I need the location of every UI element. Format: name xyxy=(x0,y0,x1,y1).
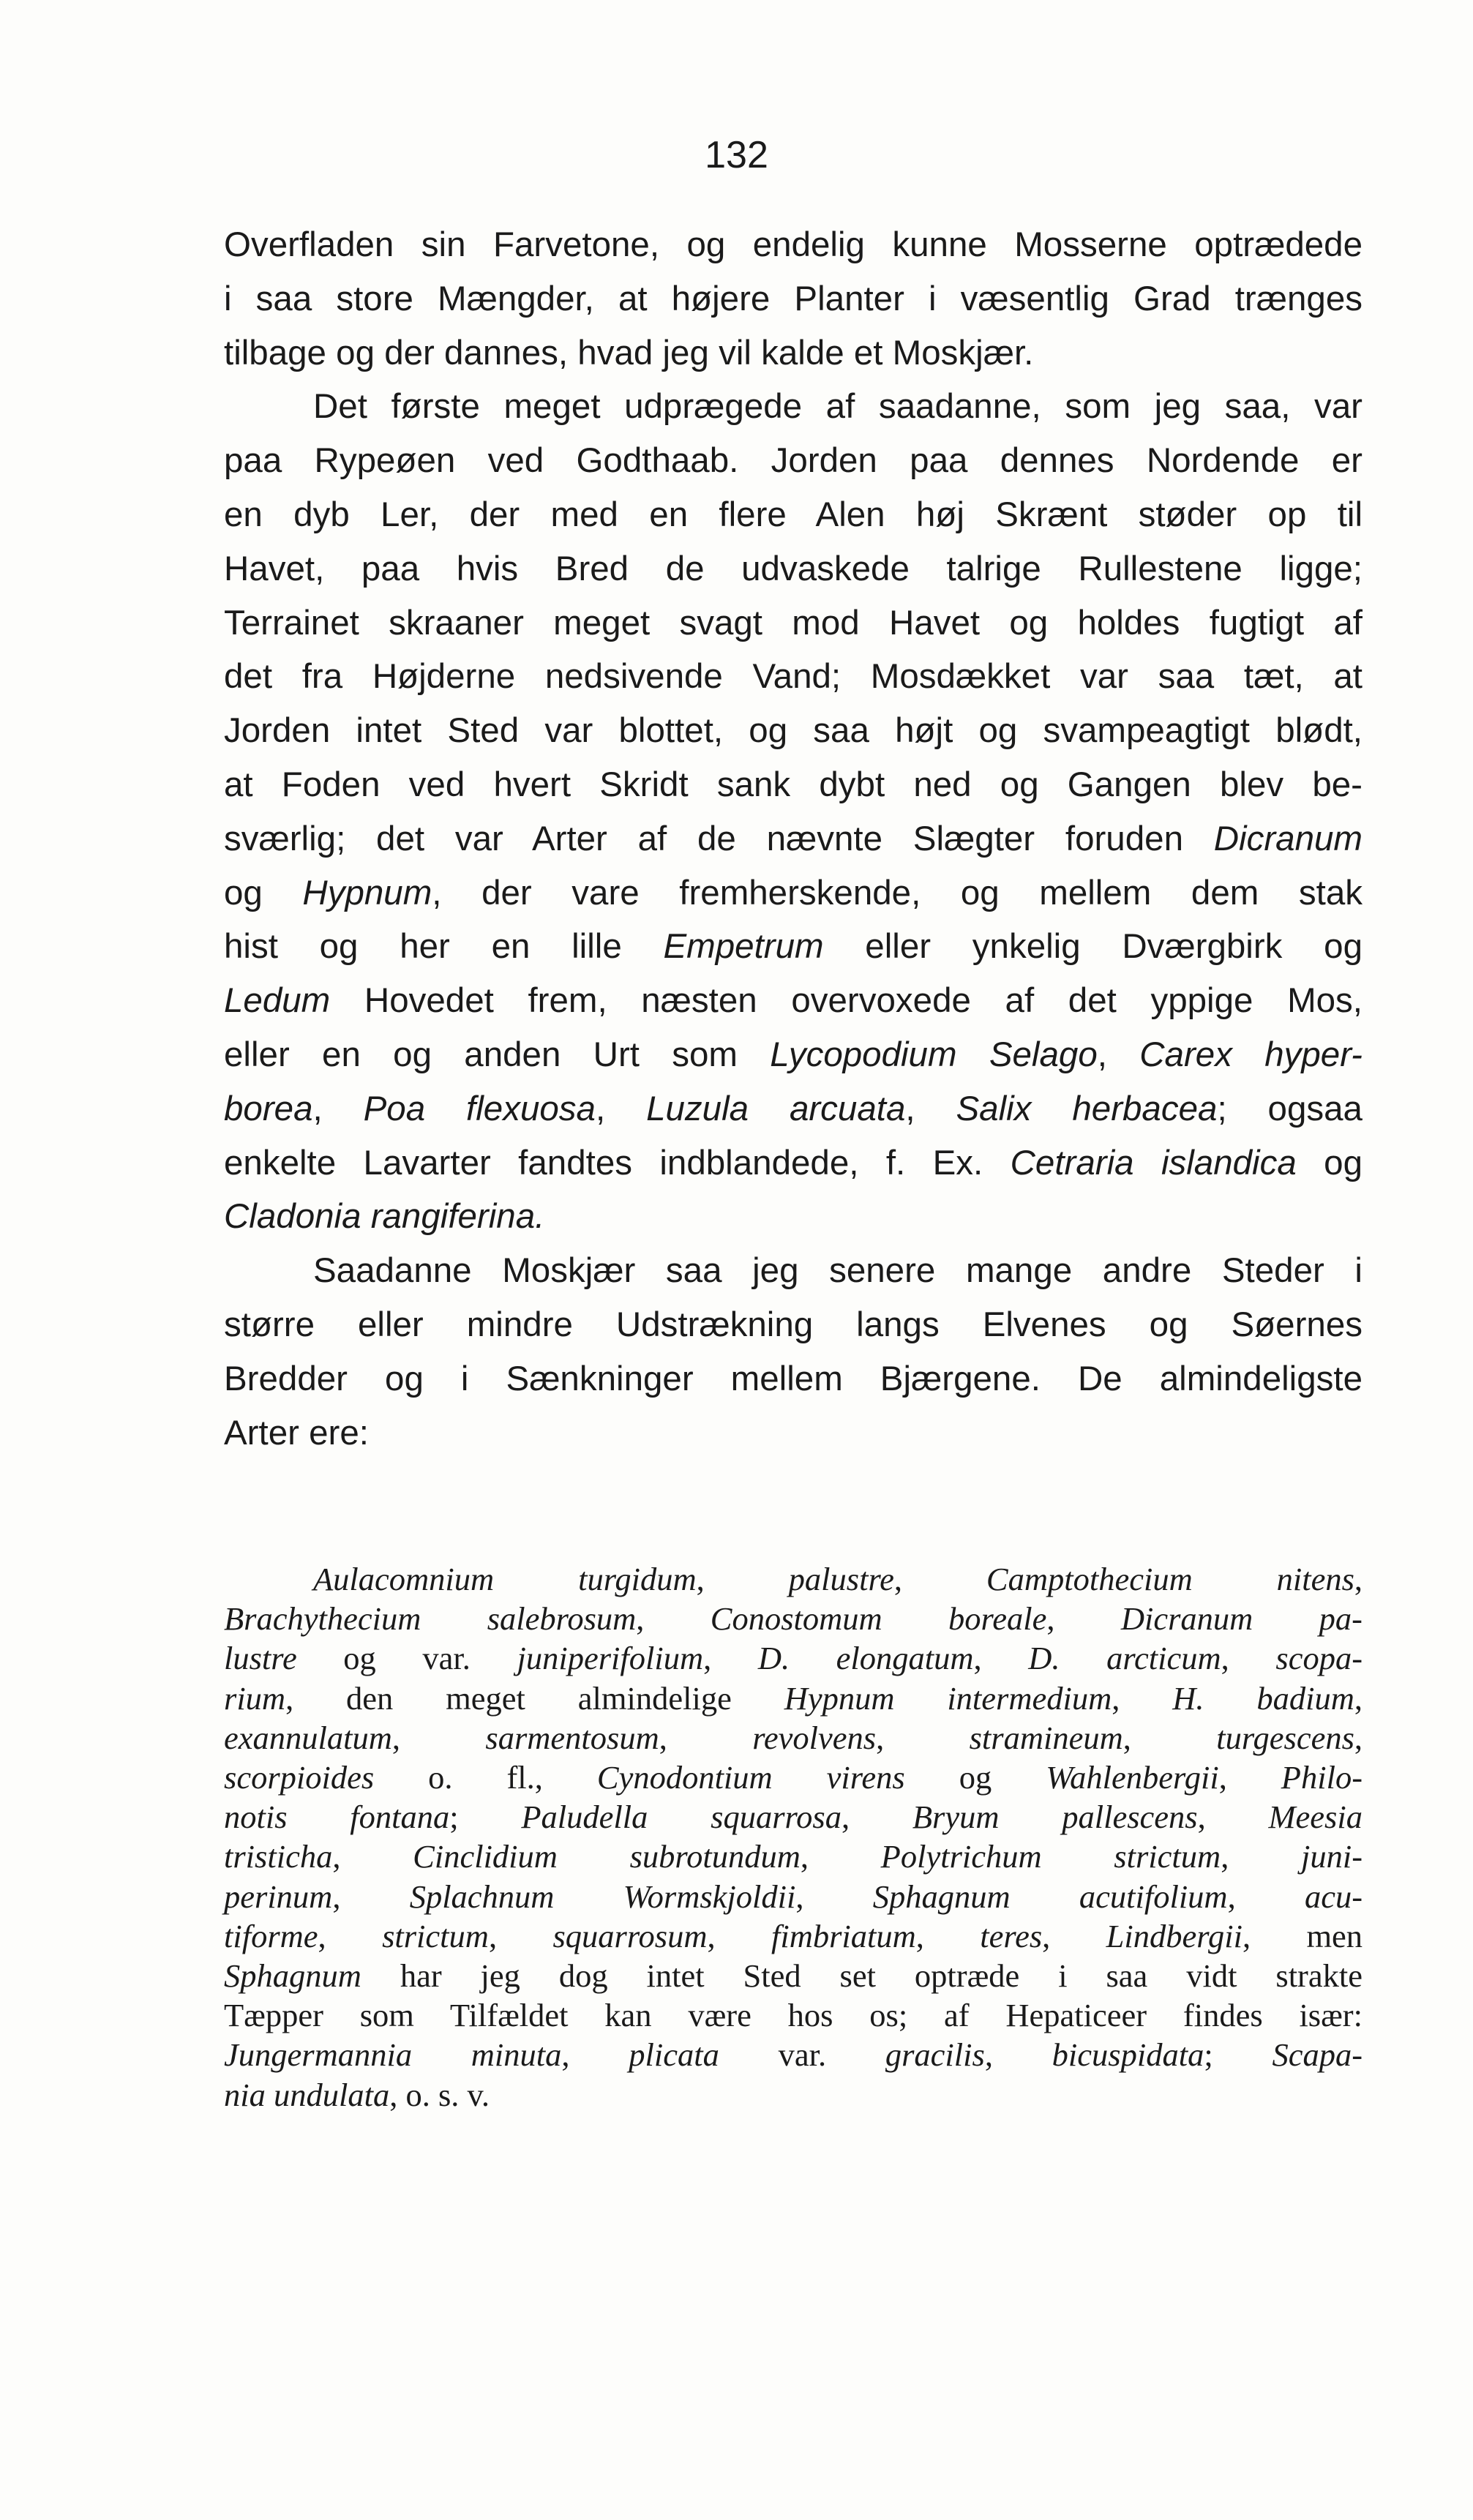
taxon-name: Sphagnum acutifolium xyxy=(872,1878,1228,1915)
taxon-name: sarmentosum xyxy=(485,1719,659,1756)
text-run: , xyxy=(800,1838,881,1875)
text-run: , xyxy=(312,1089,364,1128)
taxon-name: notis fontana xyxy=(224,1799,450,1836)
taxon-name: Cinclidium subrotundum xyxy=(413,1838,801,1875)
text-run: , xyxy=(1197,1799,1269,1836)
taxon-name: gracilis xyxy=(885,2036,985,2074)
taxon-name: Hypnum intermedium xyxy=(784,1679,1112,1717)
text-run: og xyxy=(1296,1143,1363,1182)
text-run: Hovedet frem, næsten overvoxede af det yppige Mos, xyxy=(330,981,1363,1021)
text-run: , xyxy=(1354,1679,1363,1717)
text-run: , xyxy=(696,1561,789,1597)
taxon-name: D. elongatum xyxy=(757,1640,974,1677)
taxon-name: Lycopodium Selago xyxy=(770,1035,1098,1074)
taxon-name: Paludella squarrosa xyxy=(521,1799,842,1836)
text-line: Arter ere: xyxy=(224,1413,369,1452)
text-run: , xyxy=(795,1878,873,1915)
taxon-name: perinum xyxy=(224,1878,333,1915)
taxon-name: bicuspidata xyxy=(1052,2036,1204,2074)
text-line: Terrainet skraaner meget svagt mod Havet og holdes fugtigt af xyxy=(224,603,1363,642)
text-run: , den meget almindelige xyxy=(285,1679,784,1717)
text-run: , xyxy=(1354,1719,1363,1756)
text-run: , xyxy=(1221,1640,1276,1677)
text-line xyxy=(224,2075,1363,2115)
text-run: , xyxy=(707,1917,771,1954)
text-line xyxy=(224,866,1363,920)
text-line xyxy=(224,1837,1363,1876)
taxon-name: lustre xyxy=(224,1640,297,1677)
text-run: ; ogsaa xyxy=(1217,1089,1363,1128)
paragraph-2 xyxy=(224,380,1363,1244)
taxon-name: Conostomum boreale xyxy=(710,1600,1047,1638)
taxon-name: Meesia xyxy=(1268,1799,1363,1836)
taxon-name: Wahlenbergii xyxy=(1046,1759,1219,1796)
text-run: , xyxy=(1042,1917,1106,1954)
text-line xyxy=(224,1082,1363,1136)
taxon-name: stramineum xyxy=(969,1719,1123,1756)
text-run: eller en og anden Urt som xyxy=(224,1035,771,1074)
text-run: , o. s. v. xyxy=(389,2076,490,2113)
taxon-name: plicata xyxy=(629,2036,719,2074)
text-run: , xyxy=(332,1878,410,1915)
taxon-name: Salix herbacea xyxy=(956,1089,1218,1128)
text-line xyxy=(224,812,1363,866)
taxon-name: exannulatum xyxy=(224,1719,392,1756)
text-run: enkelte Lavarter fandtes indblandede, f. Ex. xyxy=(224,1143,1011,1182)
text-line: i saa store Mængder, at højere Planter i væsentlig Grad trænges xyxy=(224,279,1363,318)
text-run: og xyxy=(224,873,303,912)
taxon-name: scopa- xyxy=(1275,1640,1363,1677)
text-run: , men xyxy=(1242,1917,1363,1954)
text-run: sværlig; det var Arter af de nævnte Slægter foruden xyxy=(224,819,1214,858)
text-run: , xyxy=(595,1089,647,1128)
taxon-name: palustre xyxy=(788,1561,894,1597)
taxon-name: tristicha xyxy=(224,1838,333,1875)
taxon-name: Ledum xyxy=(224,981,331,1021)
taxon-name: Jungermannia minuta xyxy=(224,2036,562,2074)
text-run: , xyxy=(1227,1878,1305,1915)
taxon-name: Sphagnum xyxy=(224,1957,361,1995)
taxon-name: Poa flexuosa xyxy=(363,1089,596,1128)
taxon-name: Splachnum Wormskjoldii xyxy=(409,1878,796,1915)
text-line: tilbage og der dannes, hvad jeg vil kalde et Moskjær. xyxy=(224,333,1034,372)
text-line: det fra Højderne nedsivende Vand; Mosdækket var saa tæt, at xyxy=(224,657,1363,697)
taxon-name: Aulacomnium turgidum xyxy=(313,1561,697,1597)
taxon-name: Camptothecium nitens xyxy=(986,1561,1354,1597)
text-line: Bredder og i Sænkninger mellem Bjærgene. De almindeligste xyxy=(224,1359,1363,1398)
text-line xyxy=(224,2035,1363,2074)
text-line: Havet, paa hvis Bred de udvaskede talrige Rullestene ligge; xyxy=(224,549,1363,588)
paragraph-1 xyxy=(224,218,1363,380)
text-run: hist og her en lille xyxy=(224,927,664,967)
text-line xyxy=(224,1797,1363,1837)
text-run: , xyxy=(703,1640,758,1677)
text-run: , xyxy=(905,1089,956,1128)
text-line: Saadanne Moskjær saa jeg senere mange andre Steder i xyxy=(313,1251,1363,1291)
text-line xyxy=(224,920,1363,974)
text-run: , xyxy=(1221,1838,1301,1875)
taxon-name: juniperifolium xyxy=(517,1640,704,1677)
text-line xyxy=(224,1956,1363,1995)
text-run: , xyxy=(659,1719,753,1756)
taxon-name: D. arcticum xyxy=(1028,1640,1221,1677)
text-run: , xyxy=(332,1838,413,1875)
text-run: ; xyxy=(1204,2036,1273,2074)
text-run: , xyxy=(318,1917,383,1954)
taxon-name: Dicranum xyxy=(1213,819,1363,858)
taxon-name: revolvens xyxy=(752,1719,877,1756)
text-line: paa Rypeøen ved Godthaab. Jorden paa dennes Nordende er xyxy=(224,441,1363,481)
text-run: , xyxy=(1122,1719,1217,1756)
text-run: var. xyxy=(719,2036,885,2074)
main-text xyxy=(224,218,1363,1460)
text-line xyxy=(224,1136,1363,1190)
text-run: , xyxy=(876,1719,970,1756)
taxon-name: teres xyxy=(980,1917,1043,1954)
text-run: Tæpper som Tilfældet kan være hos os; af Hepaticeer findes især: xyxy=(224,1997,1363,2034)
text-run: eller ynkelig Dværgbirk og xyxy=(823,927,1363,967)
taxon-name: scorpioides xyxy=(224,1759,375,1796)
text-line: større eller mindre Udstrækning langs Elvenes og Søernes xyxy=(224,1305,1363,1344)
page-number: 132 xyxy=(705,134,768,176)
text-line: en dyb Ler, der med en flere Alen høj Skrænt støder op til xyxy=(224,495,1363,534)
taxon-name: tiforme xyxy=(224,1917,318,1954)
text-run: , xyxy=(391,1719,486,1756)
taxon-name: nia undulata xyxy=(224,2076,390,2113)
text-line: Det første meget udprægede af saadanne, som jeg saa, var xyxy=(313,387,1363,427)
paragraph-3 xyxy=(224,1244,1363,1460)
taxon-name: Luzula arcuata xyxy=(646,1089,906,1128)
text-line: Jorden intet Sted var blottet, og saa højt og svampeagtigt blødt, xyxy=(224,711,1363,751)
text-run: , xyxy=(1218,1759,1281,1796)
text-run: har jeg dog intet Sted set optræde i saa vidt strakte xyxy=(361,1957,1363,1995)
taxon-name: Cynodontium virens xyxy=(596,1759,905,1796)
text-line xyxy=(224,974,1363,1028)
taxon-name: Dicranum pa- xyxy=(1120,1600,1363,1638)
text-line xyxy=(224,1679,1363,1718)
taxon-name: Hypnum xyxy=(302,873,432,912)
text-run: og var. xyxy=(296,1640,517,1677)
text-line xyxy=(224,1190,1363,1244)
taxon-name: Lindbergii xyxy=(1106,1917,1243,1954)
species-list xyxy=(224,1559,1363,2115)
text-run: , xyxy=(1354,1561,1363,1597)
text-run: , xyxy=(984,2036,1052,2074)
text-run: , xyxy=(636,1600,711,1638)
taxon-name: Brachythecium salebrosum xyxy=(224,1600,637,1638)
text-line xyxy=(224,1559,1363,1599)
taxon-name: Philo- xyxy=(1281,1759,1363,1796)
text-line: at Foden ved hvert Skridt sank dybt ned og Gangen blev be- xyxy=(224,765,1363,804)
taxon-name: Polytrichum strictum xyxy=(880,1838,1221,1875)
taxon-name: strictum xyxy=(382,1917,489,1954)
text-run: , xyxy=(915,1917,981,1954)
text-line xyxy=(224,1599,1363,1638)
text-line xyxy=(224,1877,1363,1916)
taxon-name: rium xyxy=(224,1679,286,1717)
text-run: , xyxy=(893,1561,986,1597)
taxon-name: juni- xyxy=(1301,1838,1363,1875)
text-run: , xyxy=(1112,1679,1173,1717)
taxon-name: borea xyxy=(224,1089,313,1128)
taxon-name: squarrosum xyxy=(552,1917,708,1954)
text-run: , xyxy=(842,1799,912,1836)
text-run: ; xyxy=(449,1799,522,1836)
taxon-name: Empetrum xyxy=(663,927,824,967)
text-line xyxy=(224,1028,1363,1082)
text-run: og xyxy=(904,1759,1046,1796)
taxon-name: Cladonia rangiferina. xyxy=(224,1197,545,1237)
taxon-name: turgescens xyxy=(1216,1719,1354,1756)
taxon-name: acu- xyxy=(1304,1878,1363,1915)
text-run: , xyxy=(1046,1600,1121,1638)
text-line xyxy=(224,1995,1363,2035)
text-run: , xyxy=(973,1640,1029,1677)
taxon-name: Cetraria islandica xyxy=(1010,1143,1297,1182)
text-run: , xyxy=(488,1917,553,1954)
text-run: o. fl., xyxy=(374,1759,597,1796)
taxon-name: Scapa- xyxy=(1272,2036,1363,2074)
taxon-name: H. badium xyxy=(1172,1679,1354,1717)
text-line: Overfladen sin Farvetone, og endelig kunne Mosserne optrædede xyxy=(224,225,1363,264)
taxon-name: Carex hyper- xyxy=(1139,1035,1363,1074)
text-run: , xyxy=(1097,1035,1140,1074)
species-paragraph xyxy=(224,1559,1363,2115)
taxon-name: fimbriatum xyxy=(771,1917,916,1954)
text-line xyxy=(224,1758,1363,1797)
taxon-name: Bryum pallescens xyxy=(912,1799,1198,1836)
text-run: , xyxy=(561,2036,629,2074)
text-run: , der vare fremherskende, og mellem dem stak xyxy=(432,873,1363,912)
text-line xyxy=(224,1916,1363,1956)
text-line xyxy=(224,1638,1363,1678)
text-line xyxy=(224,1718,1363,1758)
